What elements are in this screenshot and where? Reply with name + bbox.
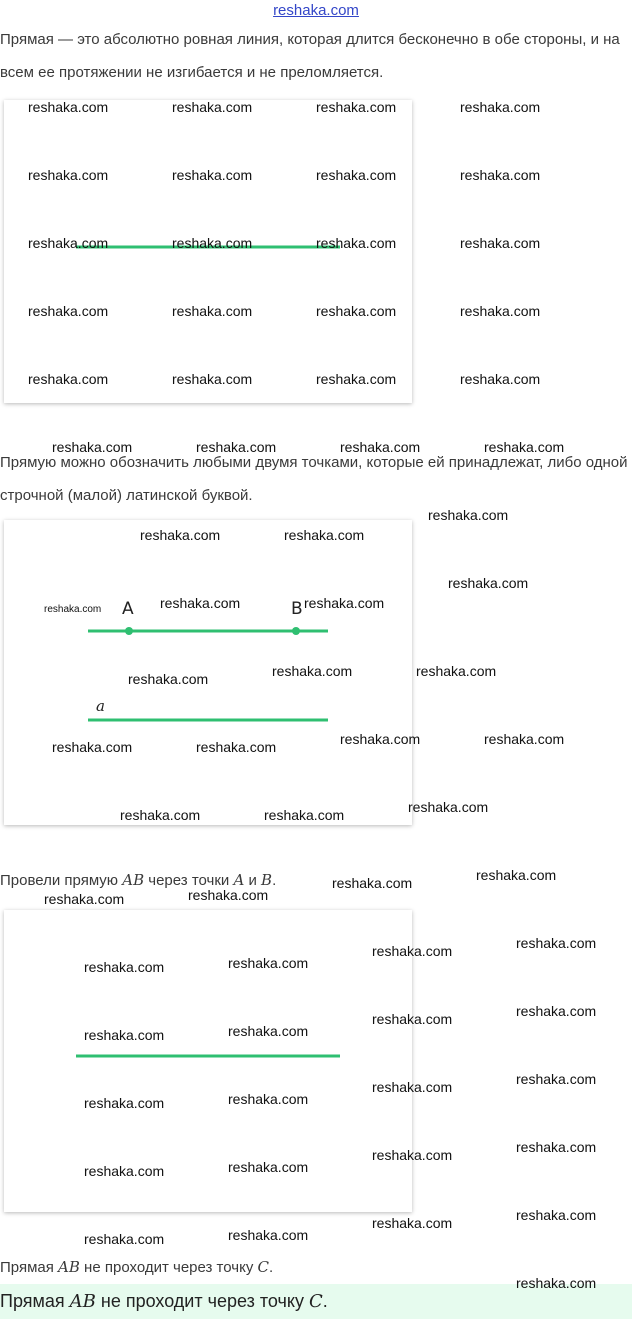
watermark: reshaka.com: [372, 1011, 453, 1027]
watermark: reshaka.com: [460, 167, 541, 183]
watermark: reshaka.com: [84, 1231, 165, 1247]
watermark: reshaka.com: [516, 1003, 597, 1019]
watermark: reshaka.com: [28, 167, 109, 183]
watermark: reshaka.com: [120, 807, 201, 823]
watermark: reshaka.com: [428, 507, 509, 523]
hl-text-2: не проходит через точку: [95, 1291, 309, 1311]
watermark: reshaka.com: [44, 891, 125, 907]
watermark: reshaka.com: [476, 867, 557, 883]
watermark: reshaka.com: [172, 235, 253, 251]
watermark: reshaka.com: [316, 235, 397, 251]
watermark: reshaka.com: [28, 303, 109, 319]
p3-math-a: A: [233, 871, 245, 889]
p4-math-ab: AB: [58, 1258, 80, 1276]
watermark: reshaka.com: [460, 303, 541, 319]
p4-text-1: Прямая: [0, 1259, 59, 1276]
watermark: reshaka.com: [84, 1163, 165, 1179]
watermark: reshaka.com: [304, 595, 385, 611]
figure-ab-card: [4, 910, 412, 1212]
watermark: reshaka.com: [316, 371, 397, 387]
watermark: reshaka.com: [84, 1095, 165, 1111]
figure-line-card: [4, 100, 412, 403]
watermark: reshaka.com: [172, 167, 253, 183]
watermark: reshaka.com: [84, 1027, 165, 1043]
watermark: reshaka.com: [172, 303, 253, 319]
watermark: reshaka.com: [460, 371, 541, 387]
watermark: reshaka.com: [44, 604, 102, 615]
site-link[interactable]: reshaka.com: [273, 2, 359, 19]
point-a-label: A: [122, 599, 134, 619]
watermark: reshaka.com: [28, 235, 109, 251]
watermark: reshaka.com: [340, 731, 421, 747]
p3-text-2: через точки: [144, 872, 234, 889]
watermark: reshaka.com: [228, 1159, 309, 1175]
watermark: reshaka.com: [484, 439, 565, 455]
p3-math-b: B: [261, 871, 273, 889]
line-a-label: a: [96, 697, 105, 715]
watermark: reshaka.com: [372, 943, 453, 959]
watermark: reshaka.com: [332, 875, 413, 891]
watermark: reshaka.com: [140, 527, 221, 543]
watermark: reshaka.com: [516, 1071, 597, 1087]
watermark: reshaka.com: [84, 959, 165, 975]
watermark: reshaka.com: [228, 1023, 309, 1039]
watermark: reshaka.com: [160, 595, 241, 611]
point-a-dot: [125, 627, 133, 635]
watermark: reshaka.com: [52, 739, 133, 755]
watermark: reshaka.com: [28, 99, 109, 115]
watermark: reshaka.com: [484, 731, 565, 747]
p3-text-4: .: [272, 872, 277, 889]
watermark: reshaka.com: [516, 935, 597, 951]
watermark: reshaka.com: [516, 1275, 597, 1291]
watermark: reshaka.com: [28, 371, 109, 387]
watermark: reshaka.com: [408, 799, 489, 815]
point-b-label: B: [291, 599, 303, 619]
watermark: reshaka.com: [516, 1207, 597, 1223]
p3-text-1: Провели прямую: [0, 872, 123, 889]
p3-math-ab: AB: [122, 871, 145, 889]
watermark: reshaka.com: [228, 955, 309, 971]
watermark: reshaka.com: [316, 167, 397, 183]
hl-math-c: C: [309, 1291, 323, 1312]
paragraph-definition: Прямая — это абсолютно ровная линия, которая длится бесконечно в обе стороны, и на всем ее протяжении не изгибается и не преломляется.: [0, 31, 620, 81]
hl-text-3: .: [322, 1291, 328, 1311]
watermark: reshaka.com: [372, 1215, 453, 1231]
watermark: reshaka.com: [340, 439, 421, 455]
watermark: reshaka.com: [172, 371, 253, 387]
point-b-dot: [292, 627, 300, 635]
watermark: reshaka.com: [284, 527, 365, 543]
watermark: reshaka.com: [272, 663, 353, 679]
hl-math-ab: AB: [69, 1291, 96, 1312]
hl-text-1: Прямая: [0, 1291, 70, 1311]
watermark: reshaka.com: [228, 1227, 309, 1243]
p4-math-c: C: [257, 1258, 269, 1276]
p4-text-2: не проходит через точку: [79, 1259, 258, 1276]
p4-text-3: .: [268, 1259, 274, 1276]
watermark: reshaka.com: [460, 235, 541, 251]
watermark: reshaka.com: [228, 1091, 309, 1107]
watermark: reshaka.com: [196, 739, 277, 755]
watermark: reshaka.com: [372, 1147, 453, 1163]
watermark: reshaka.com: [188, 887, 269, 903]
watermark: reshaka.com: [172, 99, 253, 115]
p3-text-3: и: [244, 872, 262, 889]
watermark: reshaka.com: [196, 439, 277, 455]
paragraph-notation: Прямую можно обозначить любыми двумя точками, которые ей принадлежат, либо одной строчной (малой) латинской буквой.: [0, 454, 628, 504]
watermark: reshaka.com: [416, 663, 497, 679]
figure-line-svg: [4, 100, 412, 403]
watermark: reshaka.com: [316, 303, 397, 319]
watermark: reshaka.com: [460, 99, 541, 115]
watermark: reshaka.com: [128, 671, 209, 687]
watermark: reshaka.com: [448, 575, 529, 591]
watermark: reshaka.com: [516, 1139, 597, 1155]
figure-ab-svg: [4, 910, 412, 1212]
watermark: reshaka.com: [264, 807, 345, 823]
watermark: reshaka.com: [52, 439, 133, 455]
watermark: reshaka.com: [316, 99, 397, 115]
watermark: reshaka.com: [372, 1079, 453, 1095]
